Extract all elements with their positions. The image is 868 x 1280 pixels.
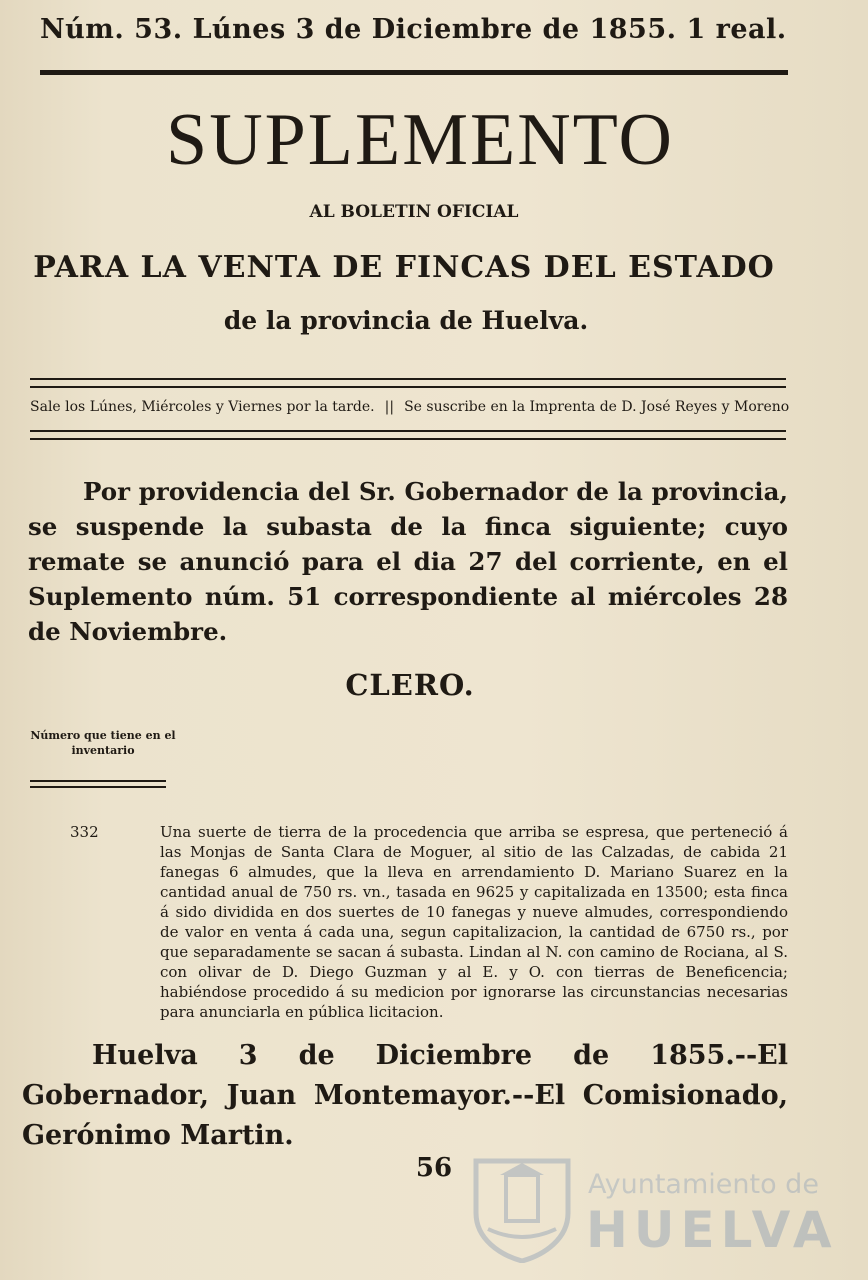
page-title: SUPLEMENTO [166, 99, 674, 181]
issue-date: Lúnes 3 de Diciembre de 1855. [192, 14, 677, 45]
column-divider [30, 780, 166, 788]
publication-schedule [30, 399, 790, 415]
city-shield-icon [470, 1155, 574, 1263]
divider-top [30, 378, 786, 388]
issue-number: Núm. 53. [40, 14, 183, 45]
subscription-info: Se suscribe en la Imprenta de D. José Reyes y Moreno [404, 399, 790, 415]
section-heading: CLERO. [345, 668, 475, 702]
subtitle: AL BOLETIN OFICIAL [309, 202, 519, 222]
inventory-column-header: Número que tiene en el inventario [30, 729, 176, 757]
watermark-line2: HUELVA [586, 1201, 838, 1259]
watermark-line1: Ayuntamiento de [588, 1169, 819, 1200]
divider-bottom [30, 430, 786, 440]
subtitle-main: PARA LA VENTA DE FINCAS DEL ESTADO [33, 250, 775, 285]
property-description: Una suerte de tierra de la procedencia que arriba se espresa, que perteneció á las Monjas de Santa Clara de Moguer, al sitio de las Calzadas, de cabida 21 fanegas 6 almudes, que la lleva en arrendamiento D. Mariano Suarez en la cantidad anual de 750 rs. vn., tasada en 9625 y capitalizada en 13500; esta finca á sido dividida en dos suertes de 10 fanegas y nueve almudes, correspondiendo de valor en venta á cada una, segun capitalizacion, la cantidad de 6750 rs., por que separadamente se sacan á subasta. Lindan al N. con camino de Rociana, al S. con olivar de D. Diego Guzman y al E. y O. con tierras de Beneficencia; habiéndose procedido á su medicion por ignorarse las circunstancias necesarias para anunciarla en pública licitacion. [160, 823, 788, 1021]
issue-price: 1 real. [686, 14, 787, 45]
signature-block: Huelva 3 de Diciembre de 1855.--El Gobernador, Juan Montemayor.--El Comisionado, Gerónimo Martin. [22, 1040, 788, 1151]
masthead-rule [40, 70, 788, 75]
inventory-number: 332 [70, 823, 99, 841]
subtitle-province: de la provincia de Huelva. [223, 306, 589, 335]
watermark [470, 1155, 838, 1265]
schedule-days: Sale los Lúnes, Miércoles y Viernes por la tarde. [30, 399, 375, 415]
schedule-separator: || [384, 399, 395, 415]
page-number: 56 [415, 1153, 453, 1183]
suspension-notice: Por providencia del Sr. Gobernador de la provincia, se suspende la subasta de la finca siguiente; cuyo remate se anunció para el dia 27 del corriente, en el Suplemento núm. 51 correspondiente al miércoles 28 de Noviembre. [28, 477, 788, 646]
masthead [40, 14, 787, 45]
